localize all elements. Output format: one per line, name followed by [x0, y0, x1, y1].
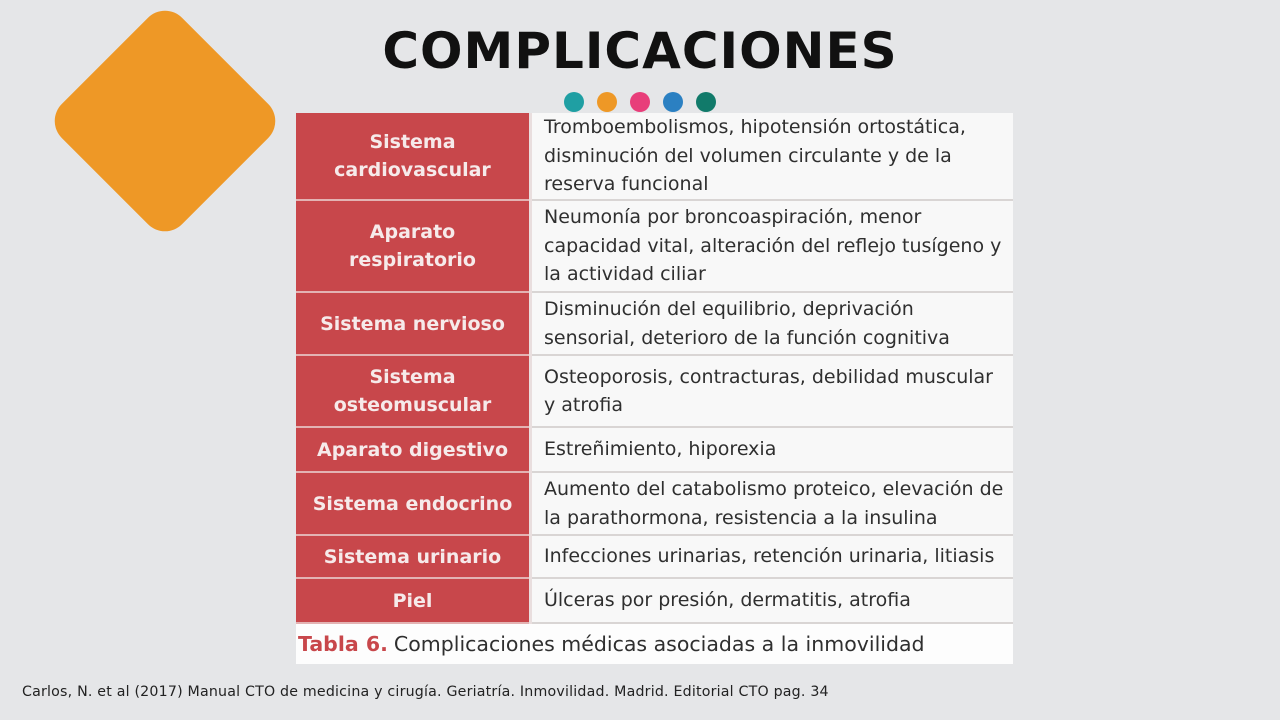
category-cell: Sistema urinario	[296, 535, 531, 578]
description-cell: Úlceras por presión, dermatitis, atrofia	[531, 578, 1014, 623]
table-row	[296, 427, 1013, 472]
category-cell: Aparato digestivo	[296, 427, 531, 472]
category-cell: Piel	[296, 578, 531, 623]
description-cell: Osteoporosis, contracturas, debilidad muscular y atrofia	[531, 355, 1014, 427]
slide-title: COMPLICACIONES	[382, 22, 898, 80]
dot-decoration	[696, 92, 716, 112]
table-row	[296, 355, 1013, 427]
category-cell: Sistema nervioso	[296, 292, 531, 355]
color-dots	[564, 92, 716, 112]
description-cell: Infecciones urinarias, retención urinaria, litiasis	[531, 535, 1014, 578]
description-cell: Tromboembolismos, hipotensión ortostática, disminución del volumen circulante y de la reserva funcional	[531, 113, 1014, 200]
table-row	[296, 113, 1013, 200]
dot-decoration	[630, 92, 650, 112]
description-cell: Estreñimiento, hiporexia	[531, 427, 1014, 472]
table-row	[296, 200, 1013, 292]
caption-label: Tabla 6.	[298, 632, 388, 656]
dot-decoration	[663, 92, 683, 112]
category-cell: Aparato respiratorio	[296, 200, 531, 292]
source-citation: Carlos, N. et al (2017) Manual CTO de medicina y cirugía. Geriatría. Inmovilidad. Madrid. Editorial CTO pag. 34	[22, 684, 829, 700]
category-cell: Sistema osteomuscular	[296, 355, 531, 427]
table-row	[296, 292, 1013, 355]
complications-table	[296, 113, 1013, 663]
table-row	[296, 578, 1013, 623]
description-cell: Disminución del equilibrio, deprivación sensorial, deterioro de la función cognitiva	[531, 292, 1014, 355]
caption-text: Complicaciones médicas asociadas a la inmovilidad	[393, 632, 925, 656]
dot-decoration	[597, 92, 617, 112]
description-cell: Aumento del catabolismo proteico, elevación de la parathormona, resistencia a la insulina	[531, 472, 1014, 535]
dot-decoration	[564, 92, 584, 112]
table-row	[296, 535, 1013, 578]
table-row	[296, 472, 1013, 535]
category-cell: Sistema cardiovascular	[296, 113, 531, 200]
table-caption	[296, 624, 1013, 664]
category-cell: Sistema endocrino	[296, 472, 531, 535]
description-cell: Neumonía por broncoaspiración, menor capacidad vital, alteración del reflejo tusígeno y la actividad ciliar	[531, 200, 1014, 292]
